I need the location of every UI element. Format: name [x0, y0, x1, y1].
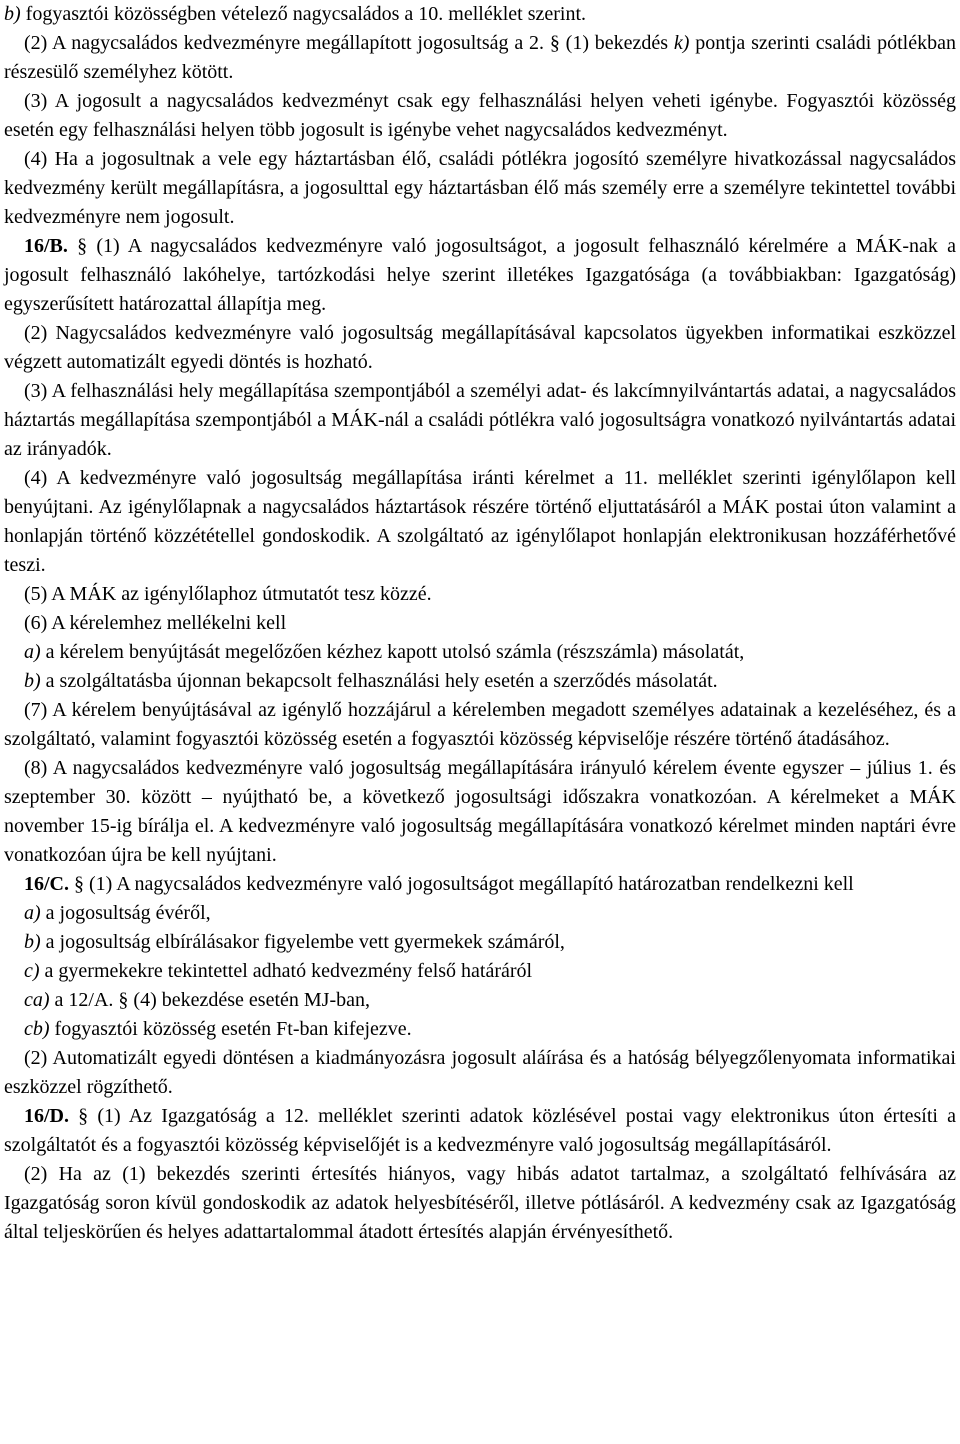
section-number: 16/D.	[24, 1105, 69, 1127]
paragraph-p5	[4, 232, 956, 319]
paragraph-text: (3) A felhasználási hely megállapítása szempontjából a személyi adat- és lakcímnyilvántartás adatai, a nagycsaládos háztartás megállapítása szempontjából a MÁK-nál a családi pótlékra való jogosultságra vonatkozó nyilvántartás adatai az irányadók.	[4, 380, 956, 460]
paragraph-text: (3) A jogosult a nagycsaládos kedvezményt csak egy felhasználási helyen veheti igénybe. Fogyasztói közösség esetén egy felhasználási helyen több jogosult is igénybe vehet nagycsaládos kedvezményt.	[4, 90, 956, 141]
paragraph-text: fogyasztói közösség esetén Ft-ban kifejezve.	[49, 1018, 412, 1040]
list-marker: a)	[24, 902, 41, 924]
list-marker: k)	[673, 32, 690, 54]
paragraph-p15	[4, 870, 956, 899]
paragraph-text: (4) Ha a jogosultnak a vele egy háztartásban élő, családi pótlékra jogosító személyre hivatkozással nagycsaládos kedvezmény került megállapításra, a jogosulttal egy háztartásban élő más személy erre a személyre tekintettel további kedvezményre nem jogosult.	[4, 148, 956, 228]
paragraph-p23	[4, 1160, 956, 1247]
paragraph-p12	[4, 667, 956, 696]
paragraph-p3	[4, 87, 956, 145]
paragraph-text: pontja szerinti családi pótlékban részesülő személyhez kötött.	[4, 32, 956, 83]
paragraph-p19	[4, 986, 956, 1015]
paragraph-p6	[4, 319, 956, 377]
paragraph-text: a jogosultság évéről,	[40, 902, 211, 924]
paragraph-p11	[4, 638, 956, 667]
paragraph-text: § (1) A nagycsaládos kedvezményre való jogosultságot megállapító határozatban rendelkezni kell	[69, 873, 854, 895]
list-marker: b)	[4, 3, 21, 25]
section-number: 16/B.	[24, 235, 68, 257]
list-marker: a)	[24, 641, 41, 663]
paragraph-text: (2) Ha az (1) bekezdés szerinti értesítés hiányos, vagy hibás adatot tartalmaz, a szolgáltató felhívására az Igazgatóság soron kívül gondoskodik az adatok helyesbítéséről, illetve pótlásáról. A kedvezmény csak az Igazgatóság által teljeskörűen és helyes adattartalommal átadott értesítés alapján érvényesíthető.	[4, 1163, 956, 1243]
paragraph-text: (6) A kérelemhez mellékelni kell	[24, 612, 287, 634]
paragraph-p4	[4, 145, 956, 232]
paragraph-text: § (1) Az Igazgatóság a 12. melléklet szerinti adatok közlésével postai vagy elektronikus úton értesíti a szolgáltatót és a fogyasztói közösség képviselőjét is a kedvezményre való jogosultság megállapításáról.	[4, 1105, 956, 1156]
paragraph-text: (8) A nagycsaládos kedvezményre való jogosultság megállapítására irányuló kérelem évente egyszer – július 1. és szeptember 30. között – nyújtható be, a következő jogosultsági időszakra vonatkozóan. A kérelmeket a MÁK november 15-ig bírálja el. A kedvezményre való jogosultság megállapítására vonatkozó kérelmet minden naptári évre vonatkozóan újra be kell nyújtani.	[4, 757, 956, 866]
paragraph-p17	[4, 928, 956, 957]
list-marker: ca)	[24, 989, 50, 1011]
section-number: 16/C.	[24, 873, 69, 895]
paragraph-text: a gyermekekre tekintettel adható kedvezmény felső határáról	[39, 960, 533, 982]
list-marker: b)	[24, 931, 41, 953]
paragraph-p10	[4, 609, 956, 638]
paragraph-text: (4) A kedvezményre való jogosultság megállapítása iránti kérelmet a 11. melléklet szerinti igénylőlapon kell benyújtani. Az igénylőlapnak a nagycsaládos háztartások részére történő eljuttatásáról a MÁK postai úton valamint a honlapján történő közzététellel gondoskodik. A szolgáltató az igénylőlapot honlapján elektronikusan hozzáférhetővé teszi.	[4, 467, 956, 576]
paragraph-p8	[4, 464, 956, 580]
paragraph-text: (2) A nagycsaládos kedvezményre megállapított jogosultság a 2. § (1) bekezdés	[24, 32, 674, 54]
paragraph-text: a 12/A. § (4) bekezdése esetén MJ-ban,	[49, 989, 370, 1011]
paragraph-text: fogyasztói közösségben vételező nagycsaládos a 10. melléklet szerint.	[20, 3, 587, 25]
paragraph-text: (2) Automatizált egyedi döntésen a kiadmányozásra jogosult aláírása és a hatóság bélyegzőlenyomata informatikai eszközzel rögzíthető.	[4, 1047, 956, 1098]
paragraph-text: (5) A MÁK az igénylőlaphoz útmutatót tesz közzé.	[24, 583, 432, 605]
paragraph-text: (2) Nagycsaládos kedvezményre való jogosultság megállapításával kapcsolatos ügyekben informatikai eszközzel végzett automatizált egyedi döntés is hozható.	[4, 322, 956, 373]
list-marker: cb)	[24, 1018, 50, 1040]
list-marker: b)	[24, 670, 41, 692]
paragraph-p13	[4, 696, 956, 754]
paragraph-p18	[4, 957, 956, 986]
paragraph-text: a szolgáltatásba újonnan bekapcsolt felhasználási hely esetén a szerződés másolatát.	[40, 670, 718, 692]
paragraph-p22	[4, 1102, 956, 1160]
paragraph-p9	[4, 580, 956, 609]
paragraph-p16	[4, 899, 956, 928]
paragraph-p20	[4, 1015, 956, 1044]
paragraph-text: a kérelem benyújtását megelőzően kézhez kapott utolsó számla (részszámla) másolatát,	[40, 641, 745, 663]
paragraph-p1	[4, 0, 956, 29]
paragraph-p14	[4, 754, 956, 870]
paragraph-text: § (1) A nagycsaládos kedvezményre való jogosultságot, a jogosult felhasználó kérelmére a MÁK-nak a jogosult felhasználó lakóhelye, tartózkodási helye szerint illetékes Igazgatósága (a továbbiakban: Igazgatóság) egyszerűsített határozattal állapítja meg.	[4, 235, 956, 315]
paragraph-text: (7) A kérelem benyújtásával az igénylő hozzájárul a kérelemben megadott személyes adatainak a kezeléséhez, és a szolgáltató, valamint fogyasztói közösség esetén a fogyasztói közösség képviselője részére történő átadásához.	[4, 699, 956, 750]
paragraph-p21	[4, 1044, 956, 1102]
list-marker: c)	[24, 960, 40, 982]
document-body	[4, 0, 956, 1247]
paragraph-p2	[4, 29, 956, 87]
paragraph-text: a jogosultság elbírálásakor figyelembe vett gyermekek számáról,	[40, 931, 565, 953]
paragraph-p7	[4, 377, 956, 464]
